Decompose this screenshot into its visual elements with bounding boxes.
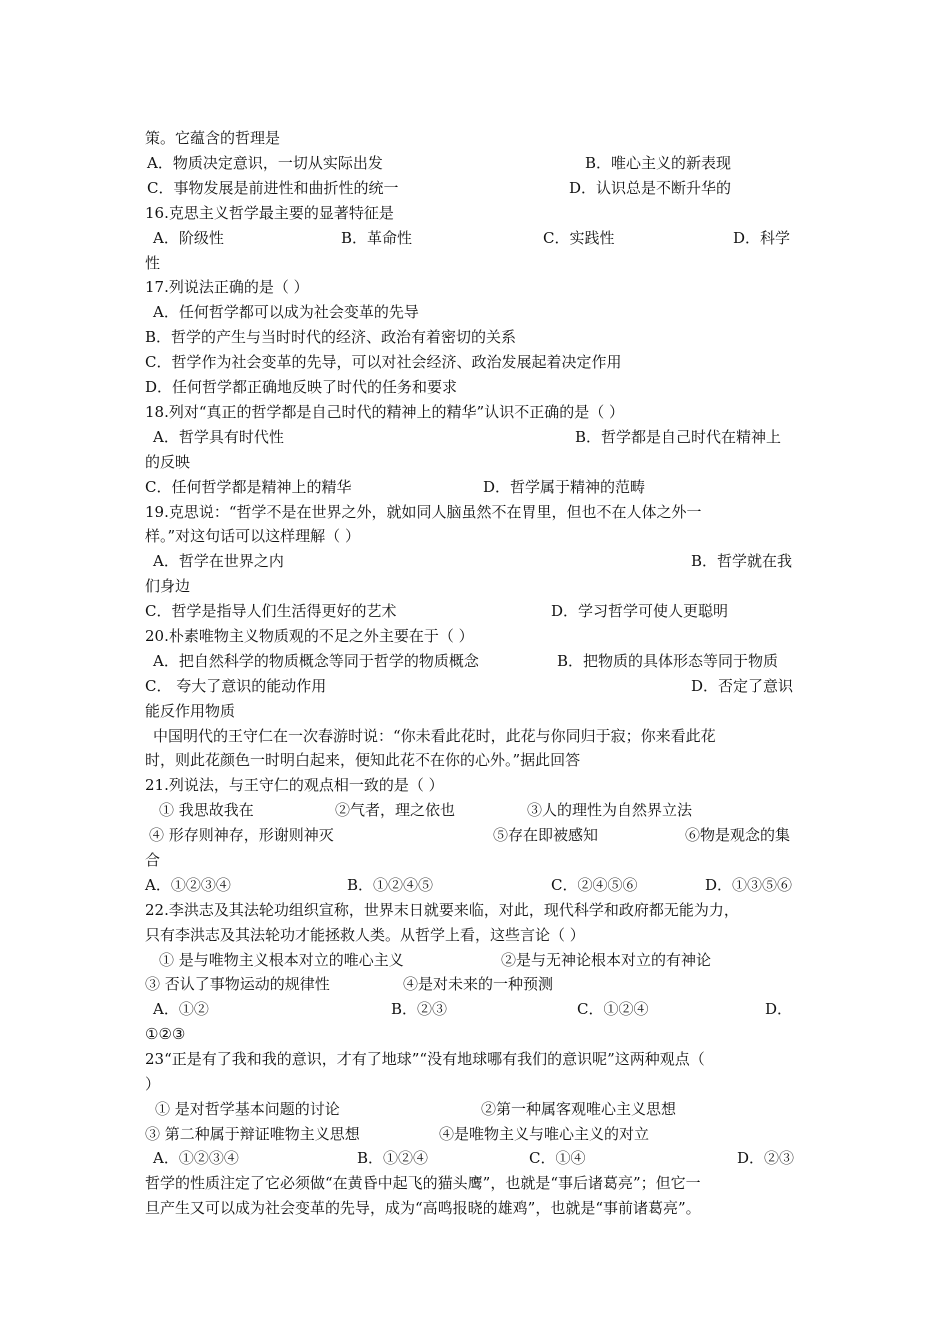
q19-option-c: C．哲学是指导人们生活得更好的艺术 <box>145 602 397 620</box>
q16-stem: 16.克思主义哲学最主要的显著特征是 <box>145 204 394 222</box>
q19-option-d: D．学习哲学可使人更聪明 <box>551 602 729 620</box>
q23-option-c: C．①④ <box>529 1149 586 1167</box>
q18-option-a: A．哲学具有时代性 <box>153 428 284 446</box>
q19-option-b-wrap: 们身边 <box>145 577 191 595</box>
q20-option-b: B．把物质的具体形态等同于物质 <box>557 652 779 670</box>
q21-statement-5: ⑤存在即被感知 <box>493 826 599 844</box>
q20-option-d: D．否定了意识 <box>691 677 794 695</box>
q18-option-b-wrap: 的反映 <box>145 453 191 471</box>
q23-statement-3: ③ 第二种属于辩证唯物主义思想 <box>145 1125 360 1143</box>
q19-stem-line-2: 样。”对这句话可以这样理解（ ） <box>145 527 360 545</box>
q23-option-d: D．②③ <box>737 1149 795 1167</box>
q16-option-d-wrap: 性 <box>145 254 161 272</box>
q23-statement-2: ②第一种属客观唯心主义思想 <box>481 1100 677 1118</box>
q21-option-d: D．①③⑤⑥ <box>705 876 793 894</box>
q21-statements-row-2 <box>145 823 810 848</box>
passage-line-1 <box>145 724 810 749</box>
q22-statement-3: ③ 否认了事物运动的规律性 <box>145 975 330 993</box>
q15-option-a: A．物质决定意识，一切从实际出发 <box>147 154 383 172</box>
q19-option-b: B．哲学就在我 <box>691 552 793 570</box>
q23-option-a: A．①②③④ <box>153 1149 239 1167</box>
q22-option-a: A．①② <box>153 1000 209 1018</box>
q17-option-b: B．哲学的产生与当时时代的经济、政治有着密切的关系 <box>145 328 517 346</box>
q15-stem-tail: 策。它蕴含的哲理是 <box>145 129 281 147</box>
q21-statement-4: ④ 形存则神存，形谢则神灭 <box>149 826 334 844</box>
q18-stem: 18.列对“真正的哲学都是自己时代的精神上的精华”认识不正确的是（ ） <box>145 403 624 421</box>
q20-options-row-2 <box>145 674 810 699</box>
q16-options <box>145 226 810 251</box>
q20-options-row-1 <box>145 649 810 674</box>
closing-line-2: 旦产生又可以成为社会变革的先导，成为“高鸣报晓的雄鸡”，也就是“事前诸葛亮”。 <box>145 1199 701 1217</box>
q22-statement-1: ① 是与唯物主义根本对立的唯心主义 <box>159 951 404 969</box>
q16-option-c: C．实践性 <box>543 229 615 247</box>
q22-option-c: C．①②④ <box>577 1000 649 1018</box>
q15-option-b: B．唯心主义的新表现 <box>585 154 732 172</box>
q21-statement-6: ⑥物是观念的集 <box>685 826 791 844</box>
q23-statements-row-1 <box>145 1097 810 1122</box>
q22-options <box>145 997 810 1022</box>
q22-option-d: D． <box>765 1000 793 1018</box>
passage-line-2: 时，则此花颜色一时明白起来，便知此花不在你的心外。”据此回答 <box>145 751 581 769</box>
q15-options-row-2 <box>145 176 810 201</box>
q21-statement-1: ① 我思故我在 <box>159 801 254 819</box>
q23-statement-1: ① 是对哲学基本问题的讨论 <box>155 1100 340 1118</box>
q20-option-c: C． 夸大了意识的能动作用 <box>145 677 327 695</box>
q21-statements-row-1 <box>145 798 810 823</box>
q20-option-d-wrap: 能反作用物质 <box>145 702 236 720</box>
q17-option-a-text: A．任何哲学都可以成为社会变革的先导 <box>153 303 419 321</box>
q18-option-b: B．哲学都是自己时代在精神上 <box>575 428 782 446</box>
q21-option-b: B．①②④⑤ <box>347 876 434 894</box>
q21-statement-2: ②气者，理之依也 <box>335 801 456 819</box>
q21-option-a: A．①②③④ <box>145 876 231 894</box>
q22-stem-line-2: 只有李洪志及其法轮功才能拯救人类。从哲学上看，这些言论（ ） <box>145 926 585 944</box>
q21-statement-3: ③人的理性为自然界立法 <box>527 801 693 819</box>
q23-stem-line-2: ） <box>145 1075 161 1093</box>
q21-statement-6-wrap: 合 <box>145 851 161 869</box>
q20-stem: 20.朴素唯物主义物质观的不足之外主要在于（ ） <box>145 627 474 645</box>
q22-option-d-wrap: ①②③ <box>145 1025 186 1043</box>
q23-options <box>145 1146 810 1171</box>
q22-statement-4: ④是对未来的一种预测 <box>403 975 554 993</box>
q17-stem: 17.列说法正确的是（ ） <box>145 278 309 296</box>
q15-options-row-1 <box>145 151 810 176</box>
q21-stem: 21.列说法，与王守仁的观点相一致的是（ ） <box>145 776 444 794</box>
q19-options-row-1 <box>145 549 810 574</box>
q18-options-row-1 <box>145 425 810 450</box>
q19-option-a: A．哲学在世界之内 <box>153 552 284 570</box>
closing-line-1: 哲学的性质注定了它必须做“在黄昏中起飞的猫头鹰”，也就是“事后诸葛亮”；但它一 <box>145 1174 701 1192</box>
q23-option-b: B．①②④ <box>357 1149 429 1167</box>
q22-statements-row-2 <box>145 972 810 997</box>
q23-statement-4: ④是唯物主义与唯心主义的对立 <box>439 1125 650 1143</box>
passage-line-1-text: 中国明代的王守仁在一次春游时说：“你未看此花时，此花与你同归于寂；你来看此花 <box>153 727 716 745</box>
q23-statements-row-2 <box>145 1122 810 1147</box>
q22-statement-2: ②是与无神论根本对立的有神论 <box>501 951 712 969</box>
q22-stem-line-1: 22.李洪志及其法轮功组织宣称，世界末日就要来临，对此，现代科学和政府都无能为力， <box>145 901 739 919</box>
q19-options-row-2 <box>145 599 810 624</box>
q17-option-c: C．哲学作为社会变革的先导，可以对社会经济、政治发展起着决定作用 <box>145 353 622 371</box>
q22-statements-row-1 <box>145 948 810 973</box>
q16-option-d: D．科学 <box>733 229 791 247</box>
q15-option-c: C．事物发展是前进性和曲折性的统一 <box>147 179 399 197</box>
q20-option-a: A．把自然科学的物质概念等同于哲学的物质概念 <box>153 652 479 670</box>
q22-option-b: B．②③ <box>391 1000 448 1018</box>
q16-option-a: A．阶级性 <box>153 229 224 247</box>
q16-option-b: B．革命性 <box>341 229 413 247</box>
q21-option-c: C．②④⑤⑥ <box>551 876 638 894</box>
q21-options <box>145 873 810 898</box>
q17-option-d: D．任何哲学都正确地反映了时代的任务和要求 <box>145 378 458 396</box>
q18-options-row-2 <box>145 475 810 500</box>
q17-option-a <box>145 300 810 325</box>
q15-option-d: D．认识总是不断升华的 <box>569 179 732 197</box>
q18-option-d: D．哲学属于精神的范畴 <box>483 478 646 496</box>
q18-option-c: C．任何哲学都是精神上的精华 <box>145 478 352 496</box>
q23-stem-line-1: 23“正是有了我和我的意识，才有了地球”“没有地球哪有我们的意识呢”这两种观点（ <box>145 1050 705 1068</box>
q19-stem-line-1: 19.克思说：“哲学不是在世界之外，就如同人脑虽然不在胃里，但也不在人体之外一 <box>145 503 702 521</box>
